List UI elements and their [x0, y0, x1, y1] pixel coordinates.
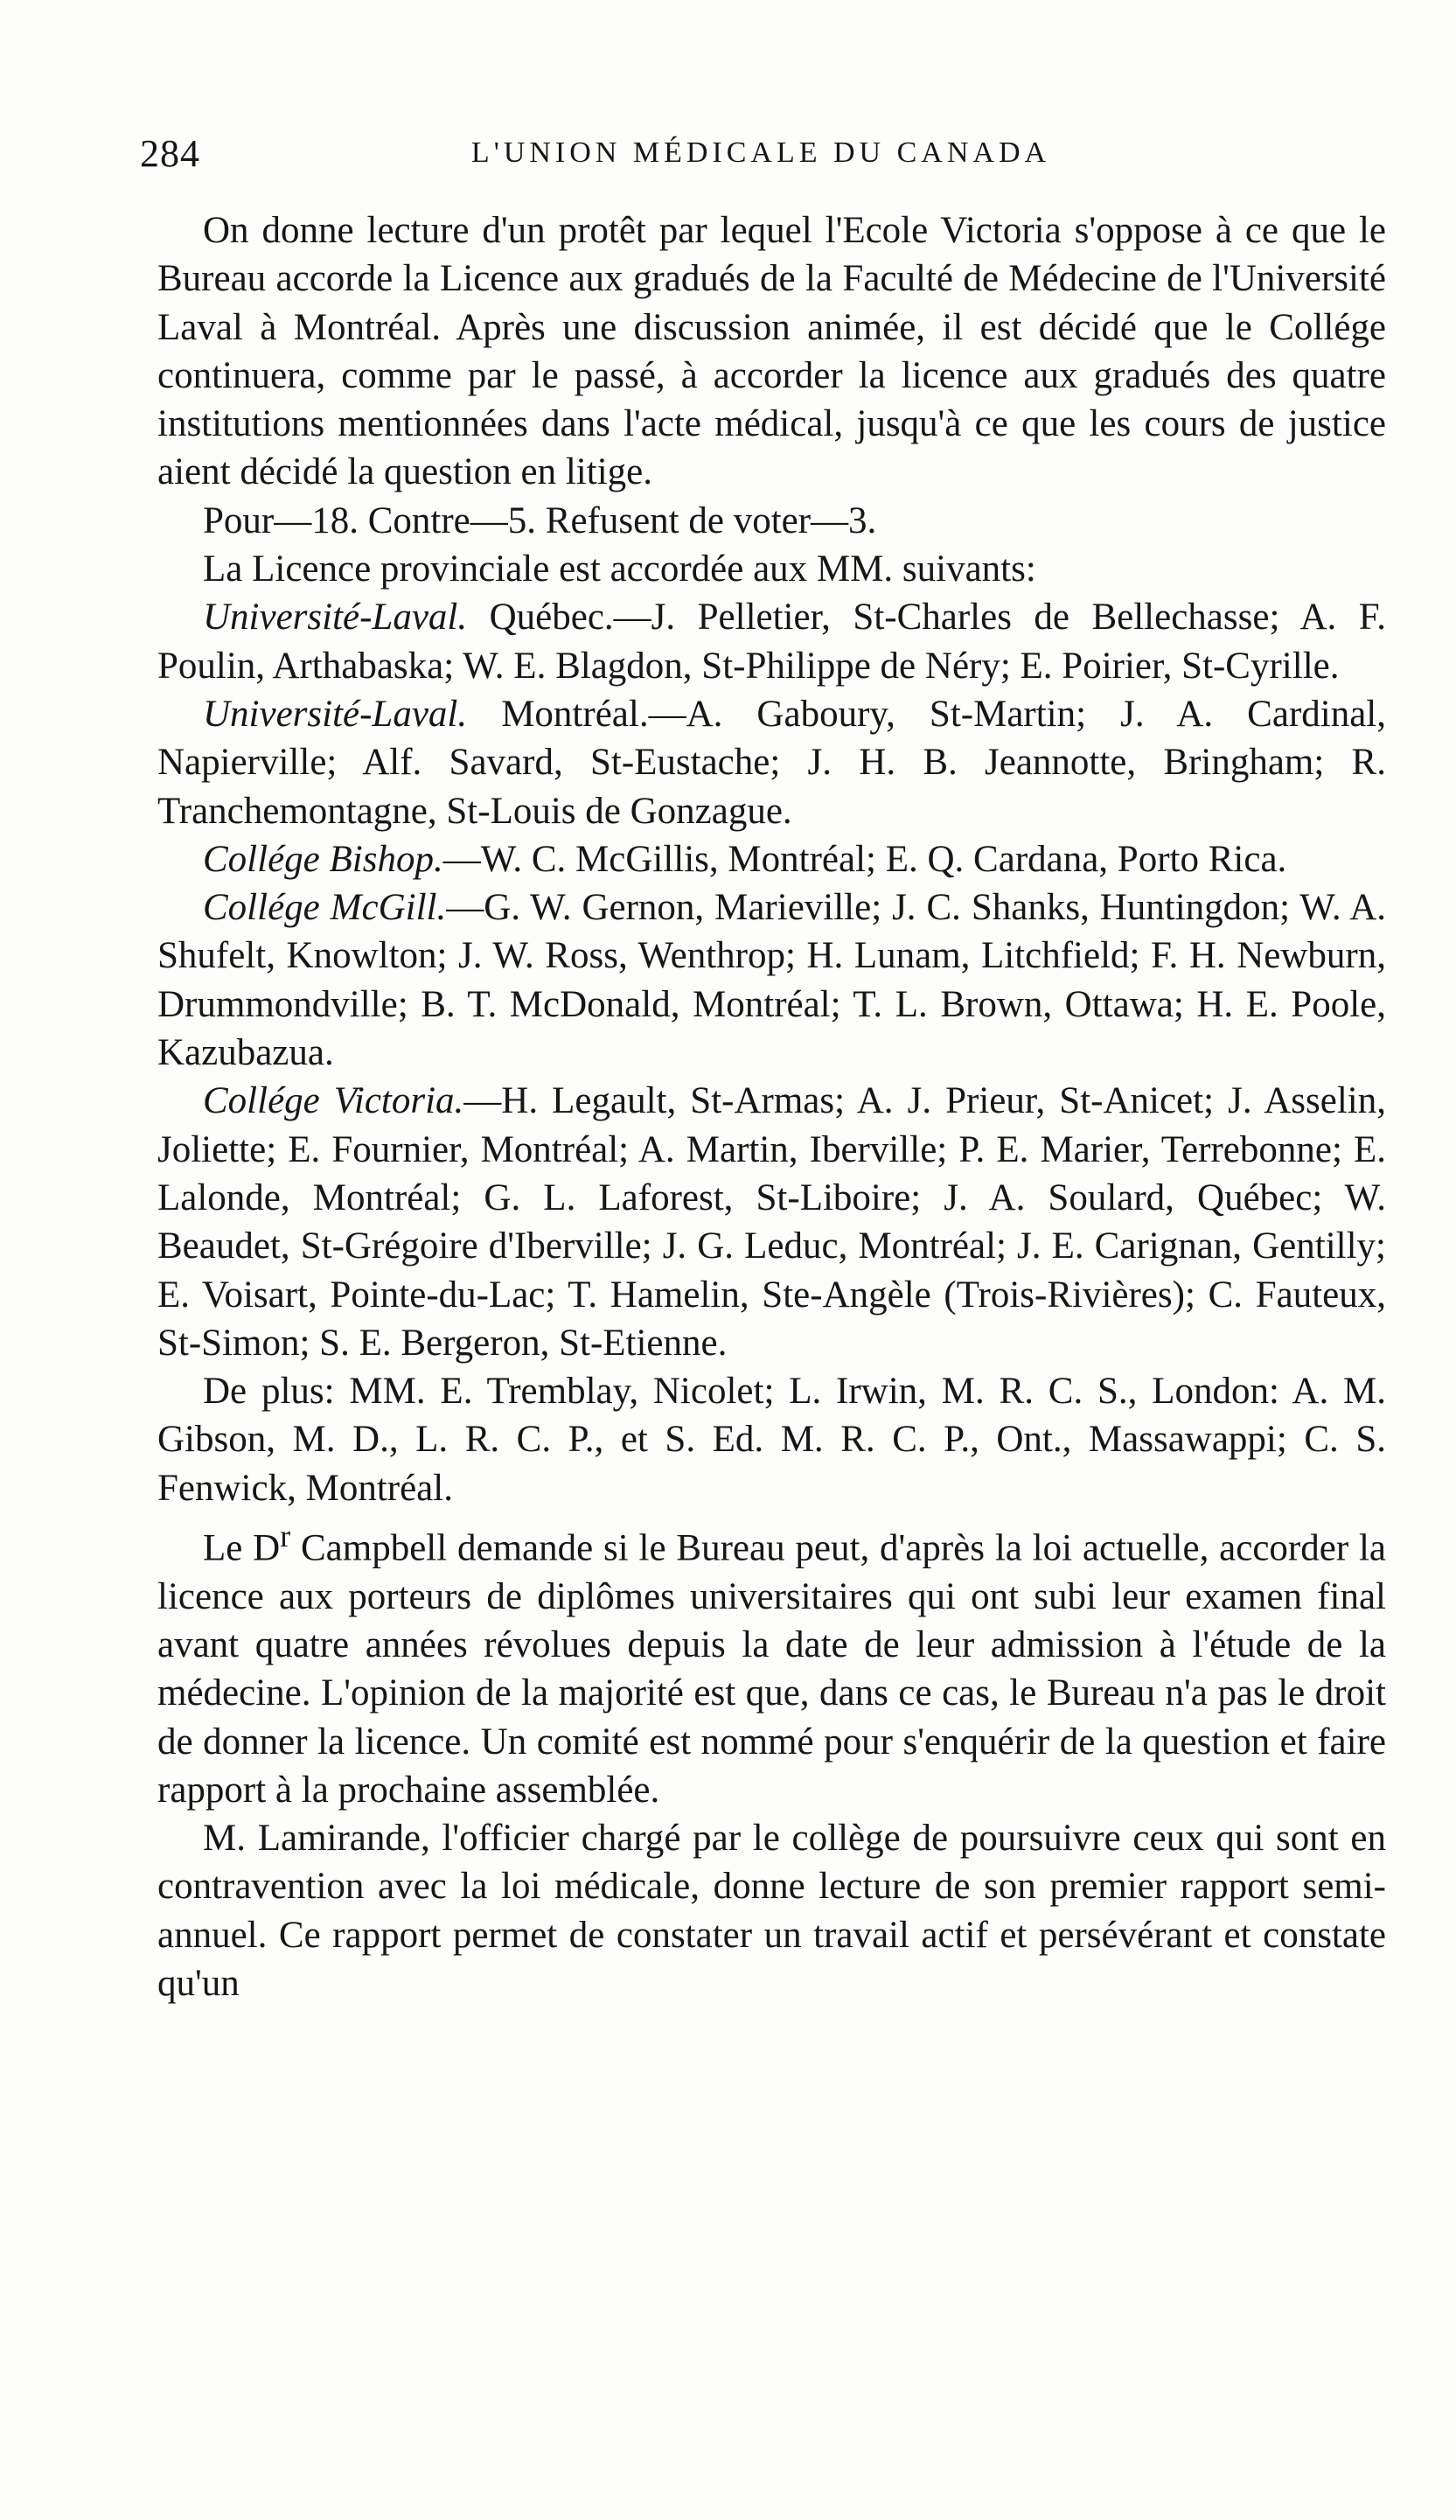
institution-name: Université-Laval.: [203, 693, 468, 735]
institution-name: Collége McGill.: [203, 887, 447, 929]
institution-name: Collége Bishop.: [203, 838, 443, 880]
paragraph-victoria: [157, 1077, 1386, 1367]
paragraph-bishop: [157, 835, 1386, 883]
licensee-list: —W. C. McGillis, Montréal; E. Q. Cardana, Porto Rica.: [442, 838, 1287, 880]
licensee-list: Montréal.—A. Gaboury, St-Martin; J. A. Cardinal, Napierville; Alf. Savard, St-Eustache; J. H. B. Jeannotte, Bringham; R. Tranchemontagne, St-Louis de Gonzague.: [157, 693, 1386, 832]
paragraph-additional: De plus: MM. E. Tremblay, Nicolet; L. Irwin, M. R. C. S., London: A. M. Gibson, M. D., L. R. C. P., et S. Ed. M. R. C. P., Ont., Massawappi; C. S. Fenwick, Montréal.: [157, 1371, 1386, 1509]
page-number: 284: [140, 132, 200, 175]
paragraph-protest: On donne lecture d'un protêt par lequel l'Ecole Victoria s'oppose à ce que le Bureau accorde la Licence aux gradués de la Faculté de Médecine de l'Université Laval à Montréal. Après une discussion animée, il est décidé que le Collége continuera, comme par le passé, à accorder la licence aux gradués des quatre institutions mentionnées dans l'acte médical, jusqu'à ce que les cours de justice aient décidé la question en litige.: [157, 210, 1386, 493]
body-text: [157, 206, 1386, 2007]
text-run: Le D: [203, 1527, 281, 1569]
paragraph-mcgill: [157, 883, 1386, 1077]
paragraph-laval-montreal: [157, 690, 1386, 835]
superscript: r: [280, 1518, 291, 1554]
paragraph-campbell: [157, 1512, 1386, 1814]
licensee-list: Québec.—J. Pelletier, St-Charles de Bellechasse; A. F. Poulin, Arthabaska; W. E. Blagdon, St-Philippe de Néry; E. Poirier, St-Cyrille.: [157, 597, 1386, 687]
paragraph-lamirande: M. Lamirande, l'officier chargé par le collège de poursuivre ceux qui sont en contravention avec la loi médicale, donne lecture de son premier rapport semi-annuel. Ce rapport permet de constater un travail actif et persévérant et constate qu'un: [157, 1818, 1386, 2005]
journal-title: L'UNION MÉDICALE DU CANADA: [470, 136, 1051, 169]
institution-name: Université-Laval.: [203, 597, 468, 639]
licensee-list: —H. Legault, St-Armas; A. J. Prieur, St-Anicet; J. Asselin, Joliette; E. Fournier, Montréal; A. Martin, Iberville; P. E. Marier, Terrebonne; E. Lalonde, Montréal; G. L. Laforest, St-Liboire; J. A. Soulard, Québec; W. Beaudet, St-Grégoire d'Iberville; J. G. Leduc, Montréal; J. E. Carignan, Gentilly; E. Voisart, Pointe-du-Lac; T. Hamelin, Ste-Angèle (Trois-Rivières); C. Fauteux, St-Simon; S. E. Bergeron, St-Etienne.: [157, 1080, 1386, 1364]
paragraph-licence-intro: La Licence provinciale est accordée aux MM. suivants:: [203, 548, 1036, 590]
institution-name: Collége Victoria.: [203, 1080, 464, 1122]
licensee-list: —G. W. Gernon, Marieville; J. C. Shanks, Huntingdon; W. A. Shufelt, Knowlton; J. W. Ross, Wenthrop; H. Lunam, Litchfield; F. H. Newburn, Drummondville; B. T. McDonald, Montréal; T. L. Brown, Ottawa; H. E. Poole, Kazubazua.: [157, 887, 1387, 1074]
paragraph-vote: Pour—18. Contre—5. Refusent de voter—3.: [203, 499, 877, 541]
text-run: Campbell demande si le Bureau peut, d'après la loi actuelle, accorder la licence aux porteurs de diplômes universitaires qui ont subi leur examen final avant quatre années révolues depuis la date de leur admission à l'étude de la médecine. L'opinion de la majorité est que, dans ce cas, le Bureau n'a pas le droit de donner la licence. Un comité est nommé pour s'enquérir de la question et faire rapport à la prochaine assemblée.: [157, 1527, 1386, 1811]
paragraph-laval-quebec: [157, 593, 1386, 690]
running-head: [140, 131, 1382, 184]
